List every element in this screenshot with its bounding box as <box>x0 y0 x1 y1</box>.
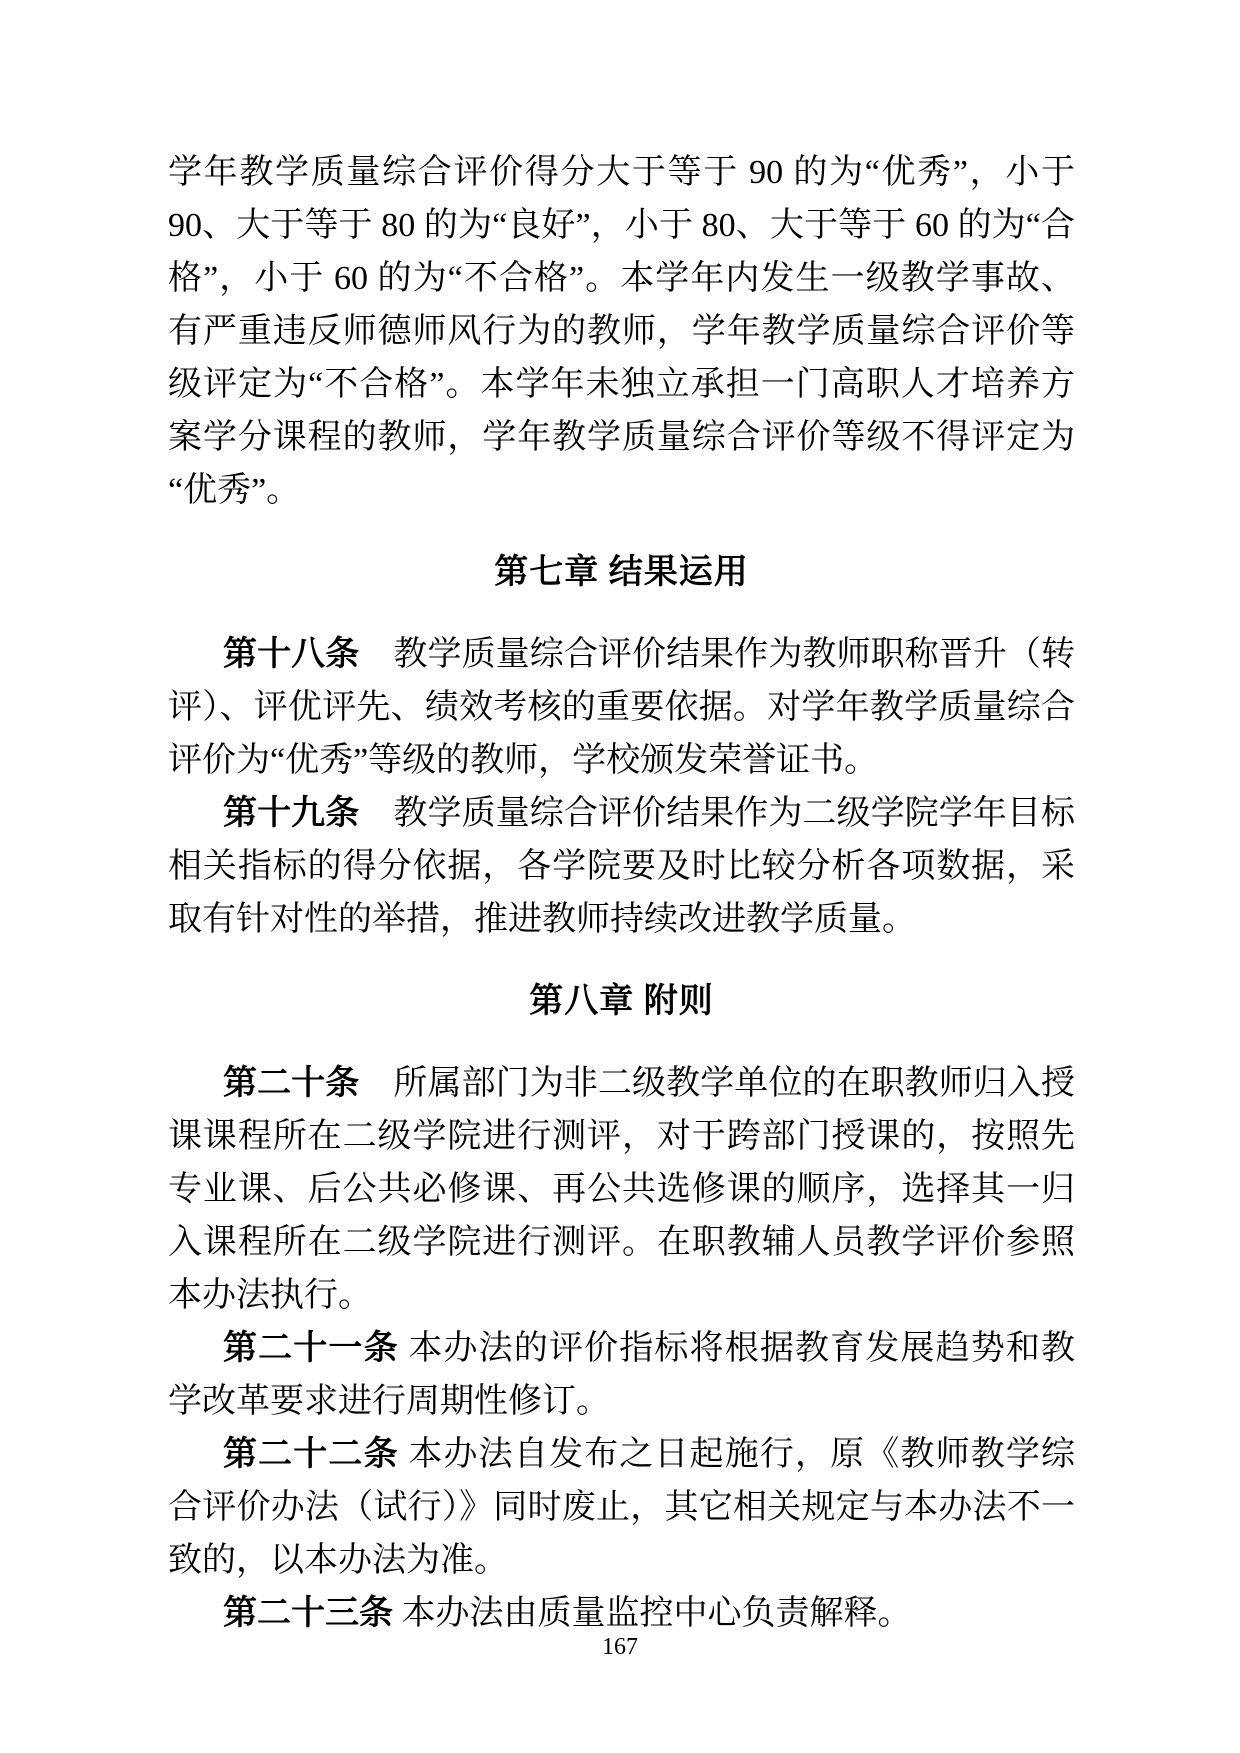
body-paragraph: 第二十三条 本办法由质量监控中心负责解释。 <box>223 1595 912 1632</box>
article-number: 第十九条 <box>223 795 360 832</box>
body-paragraph: 第二十条 所属部门为非二级教学单位的在职教师归入授课课程所在二级学院进行测评，对于跨部门授课的，按照先专业课、后公共必修课、再公共选修课的顺序，选择其一归入课程所在二级学院进行测评。在职教辅人员教学评价参照本办法执行。 <box>168 1065 1076 1314</box>
page-number: 167 <box>602 1634 638 1660</box>
chapter-heading: 第七章 结果运用 <box>494 554 749 591</box>
article-number: 第二十条 <box>223 1065 360 1102</box>
document-content <box>168 146 1075 1640</box>
body-paragraph: 第二十二条 本办法自发布之日起施行，原《教师教学综合评价办法（试行）》同时废止，其它相关规定与本办法不一致的，以本办法为准。 <box>168 1436 1076 1579</box>
body-paragraph: 学年教学质量综合评价得分大于等于 90 的为“优秀”，小于 90、大于等于 80 的为“良好”，小于 80、大于等于 60 的为“合格”，小于 60 的为“不合格”。本学年内发生一级教学事故、有严重违反师德师风行为的教师，学年教学质量综合评价等级评定为“不合格”。本学年未独立承担一门高职人才培养方案学分课程的教师，学年教学质量综合评价等级不得评定为“优秀”。 <box>168 154 1075 509</box>
body-paragraph: 第十九条 教学质量综合评价结果作为二级学院学年目标相关指标的得分依据，各学院要及时比较分析各项数据，采取有针对性的举措，推进教师持续改进教学质量。 <box>168 795 1076 938</box>
article-number: 第十八条 <box>223 636 360 673</box>
chapter-heading: 第八章 附则 <box>529 983 714 1020</box>
article-number: 第二十三条 <box>223 1595 393 1632</box>
body-paragraph: 第二十一条 本办法的评价指标将根据教育发展趋势和教学改革要求进行周期性修订。 <box>168 1330 1076 1420</box>
body-paragraph: 第十八条 教学质量综合评价结果作为教师职称晋升（转评）、评优评先、绩效考核的重要依据。对学年教学质量综合评价为“优秀”等级的教师，学校颁发荣誉证书。 <box>168 636 1076 779</box>
article-number: 第二十二条 <box>223 1436 399 1473</box>
page-footer <box>0 1634 1240 1661</box>
article-number: 第二十一条 <box>223 1330 399 1367</box>
